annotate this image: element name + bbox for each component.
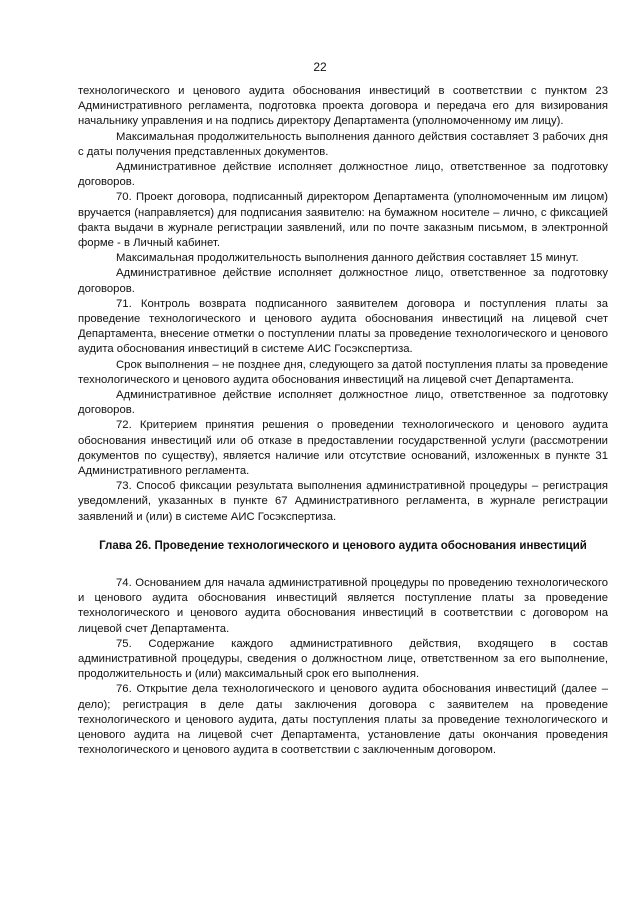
paragraph: 76. Открытие дела технологического и ценового аудита обоснования инвестиций (далее – дело); регистрация в деле даты заключения договора с заявителем на проведение технологического и ценового аудита, даты поступления платы за проведение технологического и ценового аудита на лицевой счет Департамента, установление даты окончания проведения технологического и ценового аудита в соответствии с заключенным договором. — [78, 683, 608, 757]
paragraph: 75. Содержание каждого административного действия, входящего в состав административной процедуры, сведения о должностном лице, ответственном за его выполнение, продолжительность и (или) максимальный срок его выполнения. — [78, 637, 608, 681]
document-body — [78, 84, 608, 758]
paragraph: Административное действие исполняет должностное лицо, ответственное за подготовку договоров. — [78, 389, 608, 417]
paragraph: Административное действие исполняет должностное лицо, ответственное за подготовку договоров. — [78, 267, 608, 295]
paragraph: Максимальная продолжительность выполнения данного действия составляет 15 минут. — [116, 252, 579, 265]
paragraph: Административное действие исполняет должностное лицо, ответственное за подготовку договоров. — [78, 161, 608, 189]
paragraph: 72. Критерием принятия решения о проведении технологического и ценового аудита обоснования инвестиций или об отказе в предоставлении государственной услуги (рассмотрении документов по существу), является наличие или отсутствие оснований, изложенных в пункте 31 Административного регламента. — [78, 419, 608, 478]
paragraph: технологического и ценового аудита обоснования инвестиций в соответствии с пунктом 23 Административного регламента, подготовка проекта договора и передача его для визирования начальнику управления и на подпись директору Департамента (уполномоченному им лицу). — [78, 85, 608, 128]
paragraph: 73. Способ фиксации результата выполнения административной процедуры – регистрация уведомлений, указанных в пункте 67 Административного регламента, в журнале регистрации заявлений и (или) в системе АИС Госэкспертиза. — [78, 480, 608, 523]
paragraph: 70. Проект договора, подписанный директором Департамента (уполномоченным им лицом) вручается (направляется) для подписания заявителю: на бумажном носителе – лично, с фиксацией факта выдачи в журнале регистрации заявлений, или по почте заказным письмом, в электронной форме - в Личный кабинет. — [78, 191, 608, 250]
paragraph: 74. Основанием для начала административной процедуры по проведению технологического и ценового аудита обоснования инвестиций является поступление платы за проведение технологического и ценового аудита обоснования инвестиций в соответствии с договором на лицевой счет Департамента. — [78, 576, 608, 635]
page-number: 22 — [313, 60, 327, 74]
paragraph: Максимальная продолжительность выполнения данного действия составляет 3 рабочих дня с даты получения представленных документов. — [78, 130, 608, 158]
paragraph: 71. Контроль возврата подписанного заявителем договора и поступления платы за проведение технологического и ценового аудита обоснования инвестиций на лицевой счет Департамента, внесение отметки о поступлении платы за проведение технологического и ценового аудита обоснования инвестиций в системе АИС Госэкспертиза. — [78, 297, 608, 356]
paragraph: Срок выполнения – не позднее дня, следующего за датой поступления платы за проведение технологического и ценового аудита обоснования инвестиций на лицевой счет Департамента. — [78, 358, 608, 386]
chapter-heading: Глава 26. Проведение технологического и ценового аудита обоснования инвестиций — [99, 539, 587, 552]
